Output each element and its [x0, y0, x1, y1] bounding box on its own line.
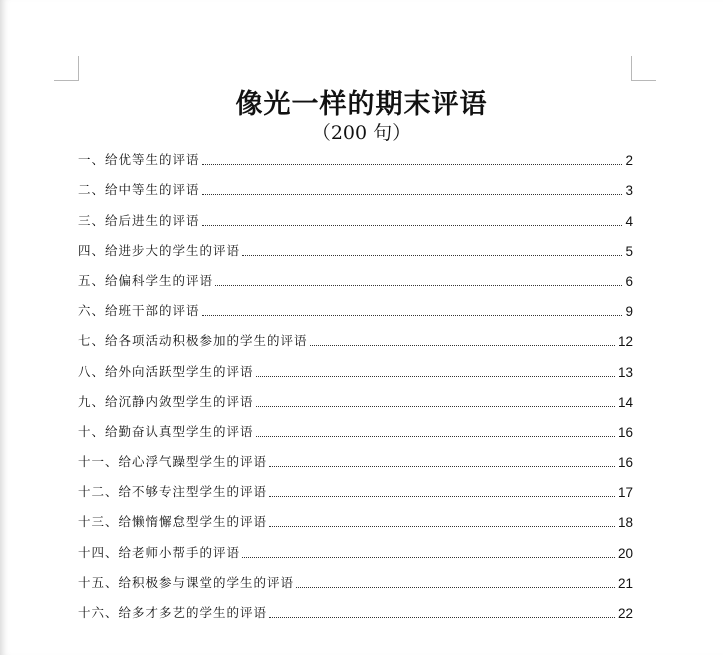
toc-entry[interactable]	[78, 534, 633, 564]
toc-entry-label: 六、给班干部的评语	[78, 303, 200, 319]
toc-entry-label: 十三、给懒惰懈怠型学生的评语	[78, 514, 268, 530]
toc-entry[interactable]	[78, 565, 633, 595]
toc-leader-dots	[269, 617, 615, 618]
toc-leader-dots	[202, 194, 623, 195]
toc-page-number: 17	[617, 485, 633, 501]
toc-entry[interactable]	[78, 323, 633, 353]
toc-page-number: 22	[617, 606, 633, 621]
toc-entry[interactable]	[78, 293, 633, 323]
toc-entry-label: 十二、给不够专注型学生的评语	[78, 484, 268, 500]
toc-page-number: 20	[617, 545, 633, 561]
document-subtitle: （200 句）	[311, 122, 412, 144]
toc-entry[interactable]	[78, 202, 633, 232]
toc-leader-dots	[296, 587, 615, 588]
toc-entry[interactable]	[78, 384, 633, 414]
toc-leader-dots	[256, 376, 615, 377]
document-title: 像光一样的期末评语	[235, 89, 488, 120]
toc-page-number: 21	[617, 575, 633, 591]
toc-page-number: 16	[617, 455, 633, 471]
toc-page-number: 3	[625, 183, 633, 199]
toc-entry-label: 十四、给老师小帮手的评语	[78, 544, 241, 560]
toc-leader-dots	[269, 526, 615, 527]
toc-page-number: 16	[617, 424, 633, 440]
toc-entry[interactable]	[78, 233, 633, 263]
toc-page-number: 12	[617, 334, 633, 350]
toc-entry-label: 十一、给心浮气躁型学生的评语	[78, 454, 268, 470]
toc-entry[interactable]	[78, 263, 633, 293]
margin-corner-mark-right	[631, 56, 656, 81]
toc-entry[interactable]	[78, 353, 633, 383]
toc-entry[interactable]	[78, 595, 633, 625]
toc-leader-dots	[202, 315, 623, 316]
toc-leader-dots	[310, 345, 615, 346]
toc-entry[interactable]	[78, 504, 633, 534]
toc-leader-dots	[256, 436, 615, 437]
toc-entry-label: 四、给进步大的学生的评语	[78, 242, 241, 258]
toc-page-number: 9	[625, 304, 633, 320]
toc-entry[interactable]	[78, 414, 633, 444]
toc-leader-dots	[269, 496, 615, 497]
toc-entry[interactable]	[78, 444, 633, 474]
toc-page-number: 13	[617, 364, 633, 380]
toc-entry-label: 三、给后进生的评语	[78, 212, 200, 228]
toc-entry-label: 十五、给积极参与课堂的学生的评语	[78, 574, 295, 590]
toc-entry-label: 一、给优等生的评语	[78, 152, 200, 168]
table-of-contents	[78, 142, 633, 625]
toc-page-number: 4	[625, 213, 633, 229]
toc-entry-label: 九、给沉静内敛型学生的评语	[78, 393, 254, 409]
toc-entry-label: 五、给偏科学生的评语	[78, 272, 214, 288]
toc-leader-dots	[269, 466, 615, 467]
toc-entry[interactable]	[78, 172, 633, 202]
toc-leader-dots	[242, 255, 622, 256]
toc-page-number: 2	[625, 153, 633, 169]
toc-entry-label: 二、给中等生的评语	[78, 182, 200, 198]
toc-entry-label: 十、给勤奋认真型学生的评语	[78, 423, 254, 439]
margin-corner-mark-left	[54, 56, 79, 81]
toc-page-number: 14	[617, 394, 633, 410]
toc-entry-label: 十六、给多才多艺的学生的评语	[78, 605, 268, 620]
toc-page-number: 18	[617, 515, 633, 531]
toc-leader-dots	[215, 285, 622, 286]
toc-entry[interactable]	[78, 474, 633, 504]
toc-entry-label: 七、给各项活动积极参加的学生的评语	[78, 333, 308, 349]
toc-leader-dots	[202, 164, 623, 165]
toc-leader-dots	[202, 225, 623, 226]
toc-page-number: 5	[625, 243, 633, 259]
toc-leader-dots	[242, 557, 615, 558]
toc-entry-label: 八、给外向活跃型学生的评语	[78, 363, 254, 379]
toc-entry[interactable]	[78, 142, 633, 172]
toc-leader-dots	[256, 406, 615, 407]
toc-page-number: 6	[625, 273, 633, 289]
